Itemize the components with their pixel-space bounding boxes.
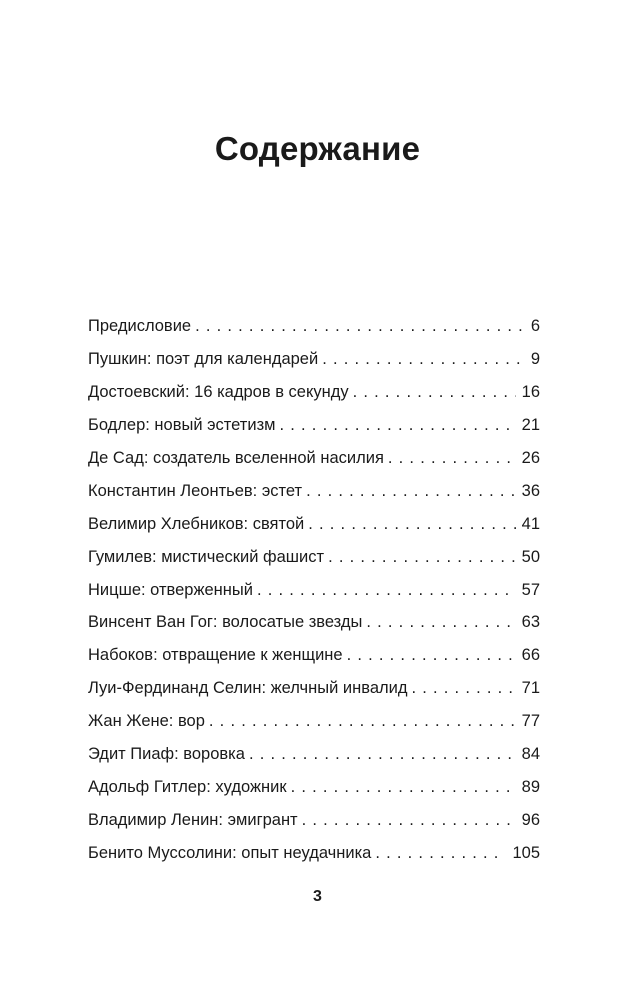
toc-entry	[88, 574, 540, 607]
toc-entry-page: 26	[521, 448, 540, 467]
toc-entry-title: Адольф Гитлер: художник	[88, 778, 287, 797]
toc-entry-page: 84	[521, 745, 540, 764]
toc-entry-page: 71	[521, 679, 540, 698]
toc-entry-title: Винсент Ван Гог: волосатые звезды	[88, 613, 363, 632]
toc-entry-page: 96	[521, 811, 540, 830]
toc-entry	[88, 442, 540, 475]
toc-entry-page: 57	[521, 580, 540, 599]
toc-entry-page: 50	[521, 547, 540, 566]
table-of-contents	[88, 310, 540, 870]
dot-leader	[249, 738, 516, 771]
toc-entry-page: 36	[521, 481, 540, 500]
toc-entry-title: Луи-Фердинанд Селин: желчный инвалид	[88, 679, 408, 698]
toc-entry-page: 63	[521, 613, 540, 632]
toc-entry	[88, 837, 540, 870]
toc-entry-title: Ницше: отверженный	[88, 580, 253, 599]
toc-entry	[88, 639, 540, 672]
toc-entry	[88, 475, 540, 508]
toc-entry-title: Набоков: отвращение к женщине	[88, 646, 343, 665]
toc-entry-page: 66	[521, 646, 540, 665]
dot-leader	[411, 672, 515, 705]
toc-entry-page: 105	[512, 844, 540, 862]
dot-leader	[209, 705, 516, 738]
toc-entry-title: Пушкин: поэт для календарей	[88, 349, 319, 368]
dot-leader	[308, 508, 515, 541]
dot-leader	[347, 639, 516, 672]
toc-entry	[88, 606, 540, 639]
toc-entry-title: Де Сад: создатель вселенной насилия	[88, 448, 384, 467]
toc-entry	[88, 541, 540, 574]
dot-leader	[366, 606, 515, 639]
toc-entry	[88, 409, 540, 442]
toc-entry-title: Бенито Муссолини: опыт неудачника	[88, 844, 372, 862]
toc-entry-page: 89	[521, 778, 540, 797]
toc-entry-page: 41	[521, 514, 540, 533]
page-title: Содержание	[214, 130, 421, 167]
toc-entry	[88, 376, 540, 409]
toc-entry	[88, 343, 540, 376]
toc-entry-title: Предисловие	[88, 317, 192, 335]
toc-entry	[88, 705, 540, 738]
dot-leader	[353, 376, 516, 409]
toc-entry-title: Эдит Пиаф: воровка	[88, 745, 245, 764]
dot-leader	[328, 541, 516, 574]
toc-entry-title: Владимир Ленин: эмигрант	[88, 811, 298, 830]
toc-entry-title: Достоевский: 16 кадров в секунду	[88, 382, 349, 401]
toc-entry	[88, 508, 540, 541]
toc-entry-title: Константин Леонтьев: эстет	[88, 481, 303, 500]
dot-leader	[375, 837, 506, 870]
toc-entry-title: Гумилев: мистический фашист	[88, 547, 325, 566]
dot-leader	[388, 442, 516, 475]
toc-entry	[88, 310, 540, 343]
dot-leader	[306, 475, 516, 508]
toc-entry	[88, 771, 540, 804]
toc-entry-page: 77	[521, 712, 540, 731]
dot-leader	[291, 771, 516, 804]
toc-entry	[88, 738, 540, 771]
toc-entry-page: 9	[530, 349, 540, 368]
dot-leader	[322, 343, 525, 376]
toc-entry-title: Велимир Хлебников: святой	[88, 514, 305, 533]
dot-leader	[280, 409, 516, 442]
toc-entry	[88, 804, 540, 837]
page-number: 3	[313, 888, 322, 905]
dot-leader	[257, 574, 516, 607]
toc-entry	[88, 672, 540, 705]
dot-leader	[302, 804, 516, 837]
toc-entry-page: 6	[530, 317, 540, 335]
toc-entry-title: Жан Жене: вор	[88, 712, 205, 731]
dot-leader	[195, 310, 525, 343]
toc-entry-page: 16	[521, 382, 540, 401]
toc-entry-title: Бодлер: новый эстетизм	[88, 415, 276, 434]
toc-entry-page: 21	[521, 415, 540, 434]
